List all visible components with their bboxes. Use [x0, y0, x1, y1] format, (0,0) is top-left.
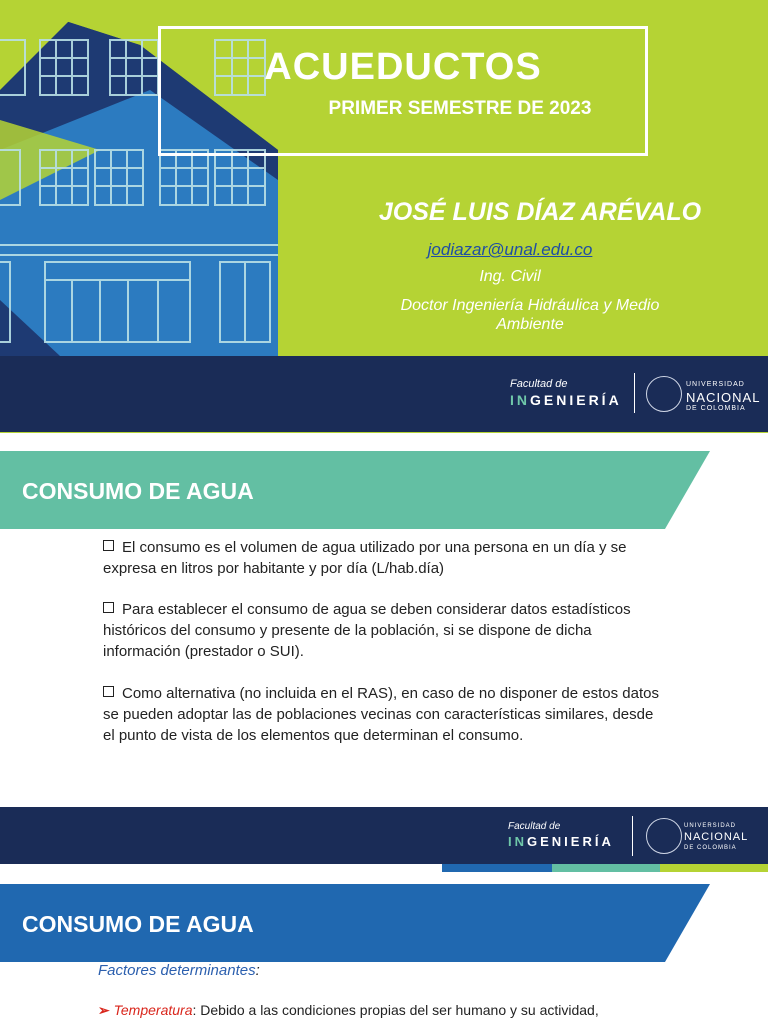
- stripe-teal: [552, 864, 660, 872]
- slide-heading: CONSUMO DE AGUA: [22, 478, 254, 504]
- checkbox-bullet-icon: [103, 540, 114, 551]
- logo-divider: [632, 816, 633, 856]
- university-small-bottom: DE COLOMBIA: [684, 845, 737, 851]
- slide-consumo-2: [0, 884, 768, 1024]
- university-seal-icon: [646, 376, 682, 412]
- factor-text: : Debido a las condiciones propias del ser humano y su actividad,: [192, 1002, 599, 1018]
- logo-divider: [634, 373, 635, 413]
- author-doctorate: Doctor Ingeniería Hidráulica y Medio Ambiente: [400, 297, 660, 333]
- factor-term: Temperatura: [113, 1002, 193, 1018]
- factor-item: [98, 1002, 599, 1019]
- university-name: NACIONAL: [686, 390, 761, 405]
- presentation-title: ACUEDUCTOS: [264, 46, 542, 88]
- author-degree: Ing. Civil: [479, 268, 541, 285]
- faculty-logo-text: INGENIERÍA: [508, 834, 614, 849]
- university-seal-icon: [646, 818, 682, 854]
- faculty-logo-rest: GENIERÍA: [530, 392, 622, 408]
- bullet-item: Como alternativa (no incluida en el RAS), en caso de no disponer de estos datos se pueden adoptar las de poblaciones vecinas con características similares, desde el punto de vista de los elementos que determinan el consumo.: [103, 685, 659, 744]
- stripe-blue: [442, 864, 552, 872]
- stripe-lime: [660, 864, 768, 872]
- faculty-small-label: Facultad de: [510, 378, 568, 390]
- bullet-item: Para establecer el consumo de agua se deben considerar datos estadísticos históricos del consumo y presente de la población, si se dispone de dicha información (prestador o SUI).: [103, 601, 631, 660]
- footer-band: [0, 807, 768, 864]
- presentation-subtitle: PRIMER SEMESTRE DE 2023: [328, 98, 592, 119]
- university-small-top: UNIVERSIDAD: [684, 823, 737, 829]
- author-email-link[interactable]: jodiazar@unal.edu.co: [427, 240, 593, 259]
- checkbox-bullet-icon: [103, 602, 114, 613]
- faculty-small-label: Facultad de: [508, 821, 561, 832]
- cover-slide: [0, 0, 768, 433]
- footer-band: [0, 356, 768, 432]
- university-small-bottom: DE COLOMBIA: [686, 405, 746, 412]
- faculty-logo-text: [510, 392, 622, 408]
- university-small-top: UNIVERSIDAD: [686, 381, 745, 388]
- slide-heading: CONSUMO DE AGUA: [22, 911, 254, 937]
- university-name: NACIONAL: [684, 831, 749, 843]
- faculty-logo-prefix: IN: [510, 392, 530, 408]
- arrow-bullet-icon: ➢: [98, 1002, 110, 1018]
- factors-label: Factores determinantes:: [98, 962, 260, 979]
- checkbox-bullet-icon: [103, 686, 114, 697]
- bullet-item: El consumo es el volumen de agua utilizado por una persona en un día y se expresa en litros por habitante y por día (L/hab.día): [103, 539, 627, 577]
- author-name: JOSÉ LUIS DÍAZ ARÉVALO: [378, 198, 702, 226]
- slide-consumo-1: [0, 451, 768, 876]
